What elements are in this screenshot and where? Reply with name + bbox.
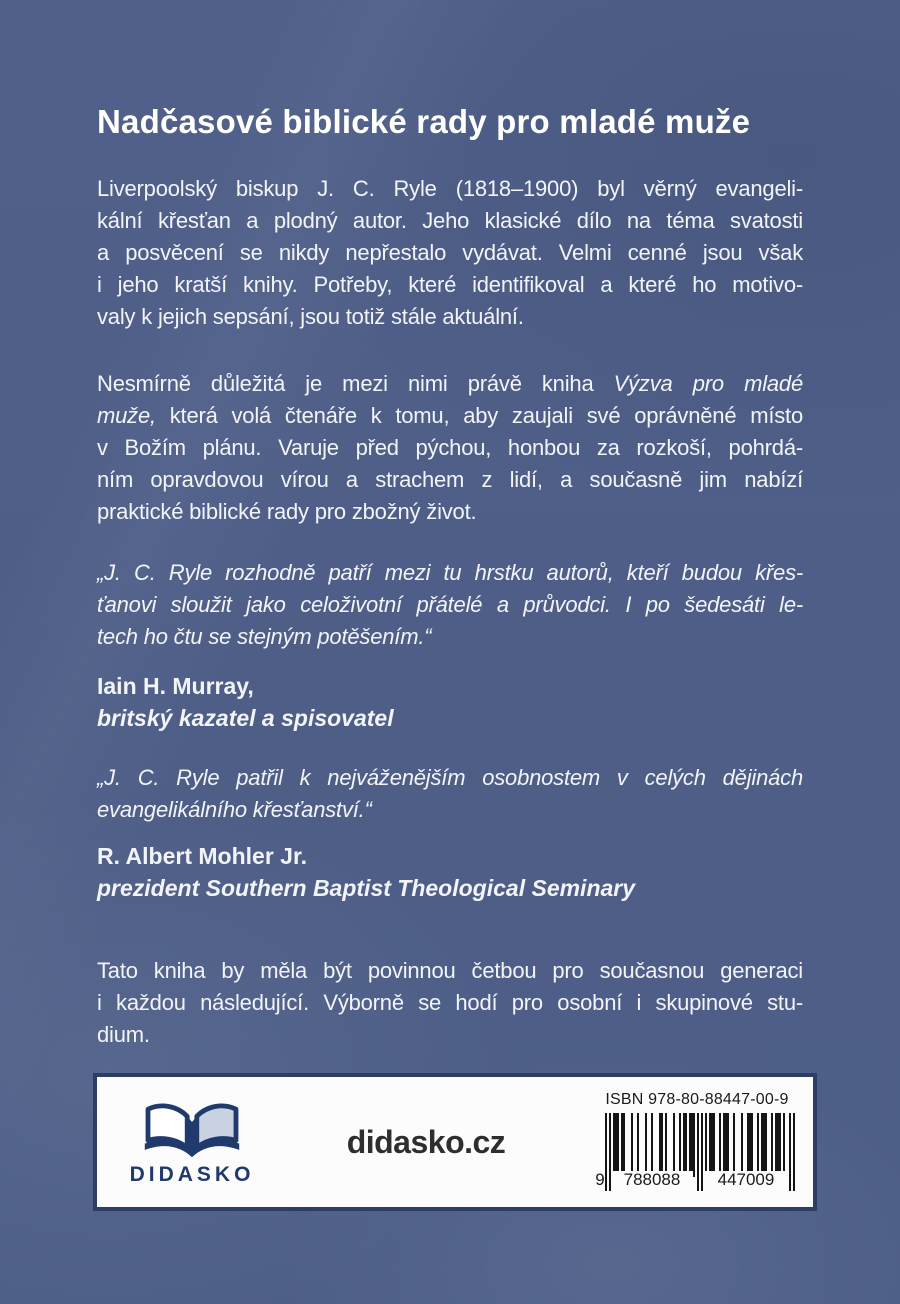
endorser-name: R. Albert Mohler Jr. — [97, 843, 308, 869]
barcode-bar — [697, 1113, 699, 1191]
book-title-italic: Výzva pro mladé — [613, 371, 803, 396]
endorser-role: prezident Southern Baptist Theological Seminary — [97, 875, 636, 901]
publisher-logo — [127, 1098, 257, 1187]
barcode-bar — [637, 1113, 639, 1177]
barcode-bar — [789, 1113, 791, 1191]
barcode-bar — [665, 1113, 667, 1177]
text-line — [97, 368, 803, 400]
barcode-bar — [645, 1113, 647, 1177]
barcode-bar — [719, 1113, 721, 1177]
text-line: praktické biblické rady pro zbožný život. — [97, 499, 477, 524]
text-line: Liverpoolský biskup J. C. Ryle (1818–1900) byl věrný evangeli- — [97, 176, 803, 201]
endorsement-quote-1 — [97, 557, 803, 653]
publisher-website: didasko.cz — [346, 1123, 506, 1160]
barcode-bar — [733, 1113, 735, 1177]
paragraph-about-book — [97, 368, 803, 528]
quote-line: tech ho čtu se stejným potěšením.“ — [97, 624, 432, 649]
text-line: ním opravdovou vírou a strachem z lidí, a současně jim nabízí — [97, 467, 803, 492]
barcode-bar — [727, 1113, 729, 1177]
barcode-bar — [661, 1113, 663, 1177]
barcode-bar — [783, 1113, 785, 1177]
barcode-bar — [701, 1113, 703, 1191]
endorsement-quote-2 — [97, 762, 803, 826]
text-line: Tato kniha by měla být povinnou četbou pro současnou generaci — [97, 958, 803, 983]
barcode-bar — [765, 1113, 767, 1177]
open-book-icon — [140, 1098, 244, 1162]
barcode-bar — [741, 1113, 743, 1177]
barcode-bar — [623, 1113, 625, 1177]
quote-line: evangelikálního křesťanství.“ — [97, 797, 372, 822]
barcode-bar — [757, 1113, 759, 1177]
barcode-digits-right: 447009 — [705, 1171, 787, 1189]
text-segment: Nesmírně důležitá je mezi nimi právě kniha — [97, 371, 614, 396]
publisher-bar — [93, 1073, 817, 1211]
headline: Nadčasové biblické rady pro mladé muže — [97, 103, 751, 140]
back-cover-text — [97, 0, 803, 1051]
publisher-name: DIDASKO — [129, 1162, 255, 1186]
text-line: i každou následující. Výborně se hodí pro osobní i skupinové stu- — [97, 990, 803, 1015]
barcode-digit-lead: 9 — [595, 1170, 605, 1189]
isbn-label: ISBN 978-80-88447-00-9 — [605, 1091, 789, 1108]
barcode-bar — [679, 1113, 681, 1177]
barcode-bar — [693, 1113, 695, 1177]
endorser-1 — [97, 670, 803, 734]
barcode-bar — [771, 1113, 773, 1177]
paragraph-recommendation — [97, 955, 803, 1051]
paragraph-about-author — [97, 173, 803, 333]
barcode-bar — [713, 1113, 715, 1177]
text-line: valy k jejich sepsání, jsou totiž stále aktuální. — [97, 304, 524, 329]
endorser-name: Iain H. Murray, — [97, 673, 254, 699]
barcode-bar — [705, 1113, 707, 1177]
isbn-barcode — [595, 1091, 799, 1193]
barcode-bar — [793, 1113, 795, 1191]
quote-line: „J. C. Ryle patřil k nejváženějším osobnostem v celých dějinách — [97, 765, 803, 790]
text-line: v Božím plánu. Varuje před pýchou, honbou za rozkoší, pohrdá- — [97, 435, 803, 460]
barcode-bar — [617, 1113, 619, 1177]
barcode-digits-left: 788088 — [611, 1171, 693, 1189]
text-line: dium. — [97, 1022, 150, 1047]
text-line: i jeho kratší knihy. Potřeby, které identifikoval a které ho motivo- — [97, 272, 803, 297]
text-line: kální křesťan a plodný autor. Jeho klasické dílo na téma svatosti — [97, 208, 803, 233]
endorser-role: britský kazatel a spisovatel — [97, 705, 394, 731]
endorser-2 — [97, 840, 803, 904]
text-segment: která volá čtenáře k tomu, aby zaujali své oprávněné místo — [155, 403, 803, 428]
quote-line: ťanovi sloužit jako celoživotní přátelé a průvodci. I po šedesáti le- — [97, 592, 803, 617]
text-line: a posvěcení se nikdy nepřestalo vydávat. Velmi cenné jsou však — [97, 240, 803, 265]
text-line — [97, 400, 803, 432]
barcode-bar — [751, 1113, 753, 1177]
barcode-bar — [673, 1113, 675, 1177]
barcode-bar — [779, 1113, 781, 1177]
barcode-bar — [685, 1113, 687, 1177]
quote-line: „J. C. Ryle rozhodně patří mezi tu hrstku autorů, kteří budou křes- — [97, 560, 803, 585]
barcode-bar — [631, 1113, 633, 1177]
barcode-bar — [651, 1113, 653, 1177]
book-title-italic: muže, — [97, 403, 156, 428]
